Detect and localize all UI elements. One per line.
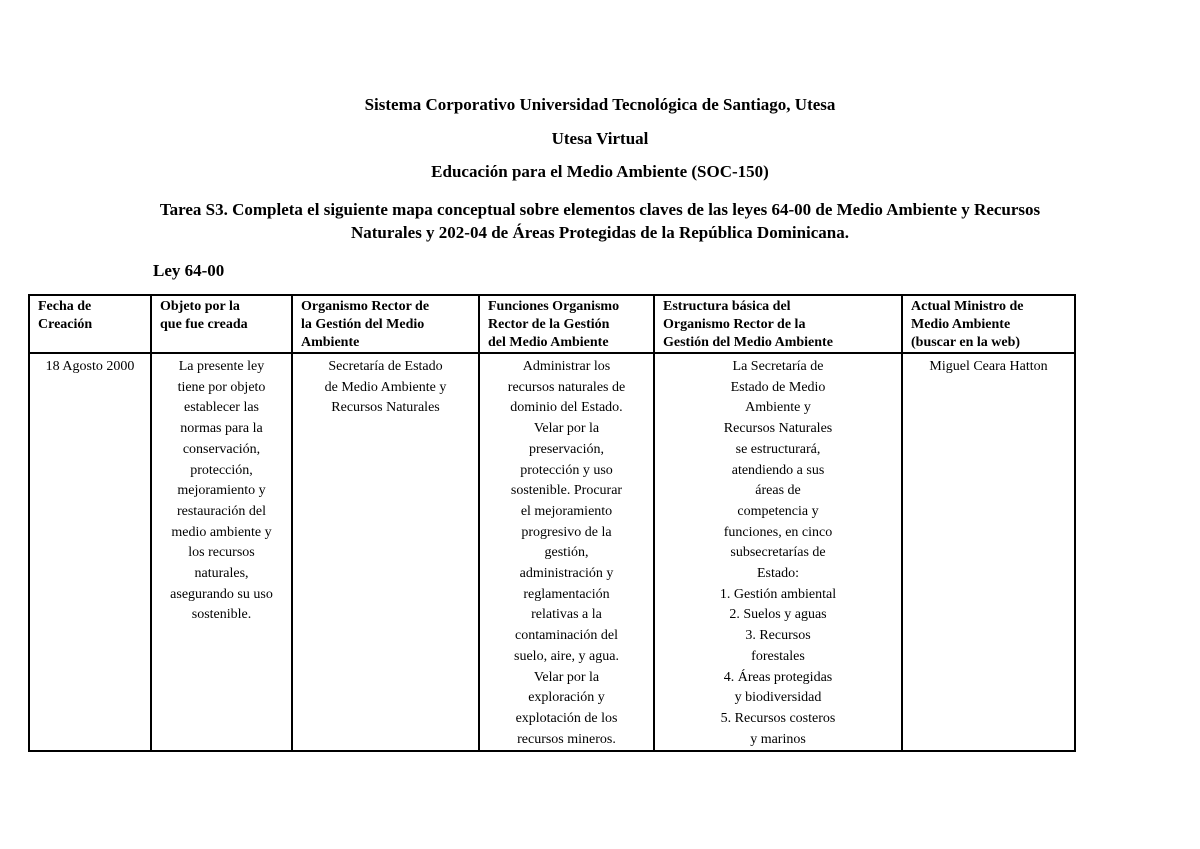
institution-title: Sistema Corporativo Universidad Tecnológica de Santiago, Utesa — [364, 95, 836, 114]
cell-line: que fue creada — [160, 317, 248, 332]
header-organismo — [292, 295, 479, 353]
header-estructura — [654, 295, 902, 353]
cell-line: Ambiente y — [745, 400, 811, 416]
cell-line: 2. Suelos y aguas — [729, 607, 827, 623]
cell-line: Fecha de — [38, 299, 92, 314]
cell-line: Rector de la Gestión — [488, 317, 610, 332]
cell-line: áreas de — [755, 483, 801, 499]
cell-line: competencia y — [737, 503, 819, 519]
cell-line: restauración del — [176, 503, 266, 519]
cell-line: del Medio Ambiente — [488, 335, 609, 350]
cell-line: protección, — [190, 462, 253, 478]
cell-organismo — [292, 353, 479, 751]
cell-line: tiene por objeto — [177, 379, 266, 395]
cell-line: Organismo Rector de la — [663, 317, 806, 332]
cell-objeto — [151, 353, 292, 751]
table-header-row — [29, 295, 1075, 353]
header-funciones — [479, 295, 654, 353]
cell-line: La presente ley — [178, 359, 265, 374]
task-instructions — [40, 198, 1160, 244]
cell-line: administración y — [519, 566, 614, 582]
cell-line: medio ambiente y — [171, 524, 272, 540]
header-ministro — [902, 295, 1075, 353]
cell-line: recursos mineros. — [517, 731, 616, 747]
header-objeto — [151, 295, 292, 353]
cell-line: sostenible. — [191, 607, 252, 623]
cell-line: Creación — [38, 317, 93, 332]
concept-map-table — [28, 294, 1076, 752]
cell-line: Recursos Naturales — [723, 421, 833, 437]
cell-line: subsecretarías de — [730, 545, 826, 561]
cell-ministro — [902, 353, 1075, 751]
cell-line: Gestión del Medio Ambiente — [663, 335, 833, 350]
cell-line: asegurando su uso — [170, 586, 273, 602]
cell-line: 4. Áreas protegidas — [723, 669, 833, 685]
cell-line: Estado: — [757, 566, 799, 582]
cell-line: y biodiversidad — [734, 690, 822, 706]
table-row — [29, 353, 1075, 751]
cell-line: relativas a la — [531, 607, 602, 623]
cell-line: funciones, en cinco — [723, 524, 833, 540]
cell-line: exploración y — [528, 690, 605, 706]
cell-line: 18 Agosto 2000 — [45, 359, 135, 374]
cell-line: La Secretaría de — [732, 359, 824, 374]
cell-line: protección y uso — [520, 462, 613, 478]
cell-line: 5. Recursos costeros — [720, 710, 836, 726]
cell-line: Recursos Naturales — [331, 400, 440, 416]
law-label: Ley 64-00 — [153, 261, 225, 280]
cell-line: (buscar en la web) — [911, 335, 1021, 350]
cell-line: la Gestión del Medio — [301, 317, 425, 332]
cell-line: el mejoramiento — [520, 503, 613, 519]
cell-line: conservación, — [182, 441, 261, 457]
cell-funciones — [479, 353, 654, 751]
program-title: Utesa Virtual — [551, 129, 649, 148]
cell-line: contaminación del — [514, 628, 619, 644]
cell-line: Actual Ministro de — [911, 299, 1024, 314]
cell-line: Funciones Organismo — [488, 299, 620, 314]
cell-line: progresivo de la — [521, 524, 612, 540]
cell-line: Velar por la — [533, 421, 600, 437]
cell-line: se estructurará, — [735, 441, 821, 457]
cell-line: Ambiente — [301, 335, 360, 350]
cell-line: naturales, — [194, 566, 249, 582]
cell-line: sostenible. Procurar — [510, 483, 623, 499]
cell-line: de Medio Ambiente y — [324, 379, 447, 395]
cell-line: explotación de los — [515, 710, 618, 726]
cell-line: Velar por la — [533, 669, 600, 685]
cell-line: reglamentación — [523, 586, 610, 602]
cell-line: y marinos — [750, 731, 806, 747]
cell-line: dominio del Estado. — [510, 400, 623, 416]
cell-line: Objeto por la — [160, 299, 240, 314]
cell-line: establecer las — [183, 400, 259, 416]
cell-estructura — [654, 353, 902, 751]
cell-line: 1. Gestión ambiental — [719, 586, 837, 602]
task-line-1: Tarea S3. Completa el siguiente mapa conceptual sobre elementos claves de las leyes 64-00 de Medio Ambiente y Recursos — [159, 200, 1041, 219]
cell-line: forestales — [751, 648, 805, 664]
cell-line: Organismo Rector de — [301, 299, 430, 314]
course-title: Educación para el Medio Ambiente (SOC-150) — [431, 162, 769, 181]
cell-line: Administrar los — [522, 359, 611, 374]
task-line-2: Naturales y 202-04 de Áreas Protegidas de la República Dominicana. — [350, 223, 850, 242]
cell-line: suelo, aire, y agua. — [514, 648, 619, 664]
header-fecha — [29, 295, 151, 353]
cell-line: mejoramiento y — [177, 483, 266, 499]
cell-line: Estado de Medio — [730, 379, 826, 395]
cell-line: Miguel Ceara Hatton — [929, 359, 1048, 374]
cell-line: Estructura básica del — [663, 299, 791, 314]
cell-line: Secretaría de Estado — [328, 359, 443, 374]
cell-line: preservación, — [528, 441, 605, 457]
cell-fecha — [29, 353, 151, 751]
cell-line: Medio Ambiente — [911, 317, 1011, 332]
cell-line: los recursos — [188, 545, 255, 561]
cell-line: 3. Recursos — [745, 628, 811, 644]
cell-line: normas para la — [180, 421, 263, 437]
cell-line: recursos naturales de — [507, 379, 626, 395]
cell-line: gestión, — [544, 545, 589, 561]
cell-line: atendiendo a sus — [731, 462, 825, 478]
